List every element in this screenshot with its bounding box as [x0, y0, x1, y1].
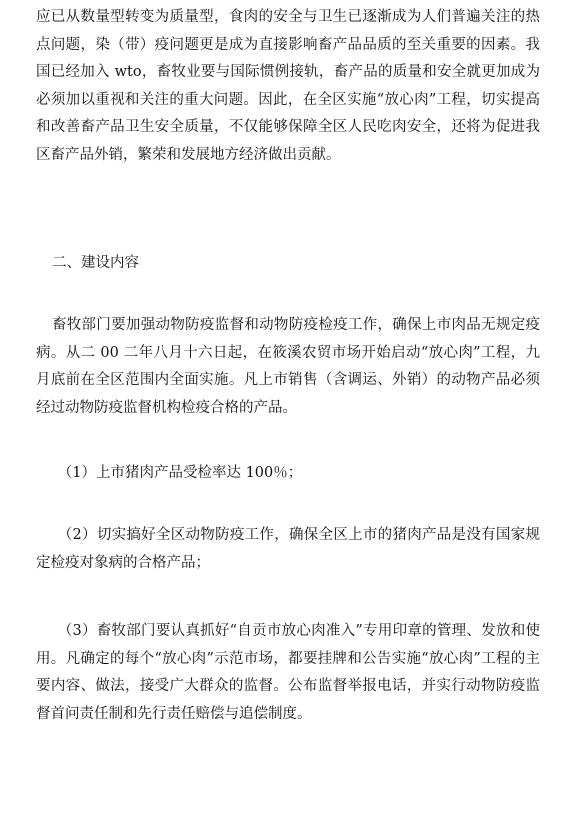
section-heading: 二、建设内容	[52, 255, 139, 271]
paragraph-construction: 畜牧部门要加强动物防疫监督和动物防疫检疫工作，确保上市肉品无规定疫病。从二 00 二年八月十六日起，在筱溪农贸市场开始启动“放心肉”工程，九月底前在全区范围内全面实施。凡上市销售（含调运、外销）的动物产品必须经过动物防疫监督机构检疫合格的产品。	[36, 317, 540, 416]
list-item-1: （1）上市猪肉产品受检率达 100％；	[57, 465, 303, 481]
paragraph-intro: 应已从数量型转变为质量型，食肉的安全与卫生已逐渐成为人们普遍关注的热点问题，染（带）疫问题更是成为直接影响畜产品品质的至关重要的因素。我国已经加入 wto，畜牧业要与国际惯例接轨，畜产品的质量和安全就更加成为必须加以重视和关注的重大问题。因此，在全区实施“放心肉”工程，切实提高和改善畜产品卫生安全质量，不仅能够保障全区人民吃肉安全，还将为促进我区畜产品外销，繁荣和发展地方经济做出贡献。	[36, 9, 540, 163]
list-item-2: （2）切实搞好全区动物防疫工作，确保全区上市的猪肉产品是没有国家规定检疫对象病的合格产品；	[36, 527, 540, 571]
list-item-3: （3）畜牧部门要认真抓好“自贡市放心肉准入”专用印章的管理、发放和使用。凡确定的每个“放心肉”示范市场，都要挂牌和公告实施“放心肉”工程的主要内容、做法，接受广大群众的监督。公布监督举报电话，并实行动物防疫监督首问责任制和先行责任赔偿与追偿制度。	[36, 623, 540, 722]
